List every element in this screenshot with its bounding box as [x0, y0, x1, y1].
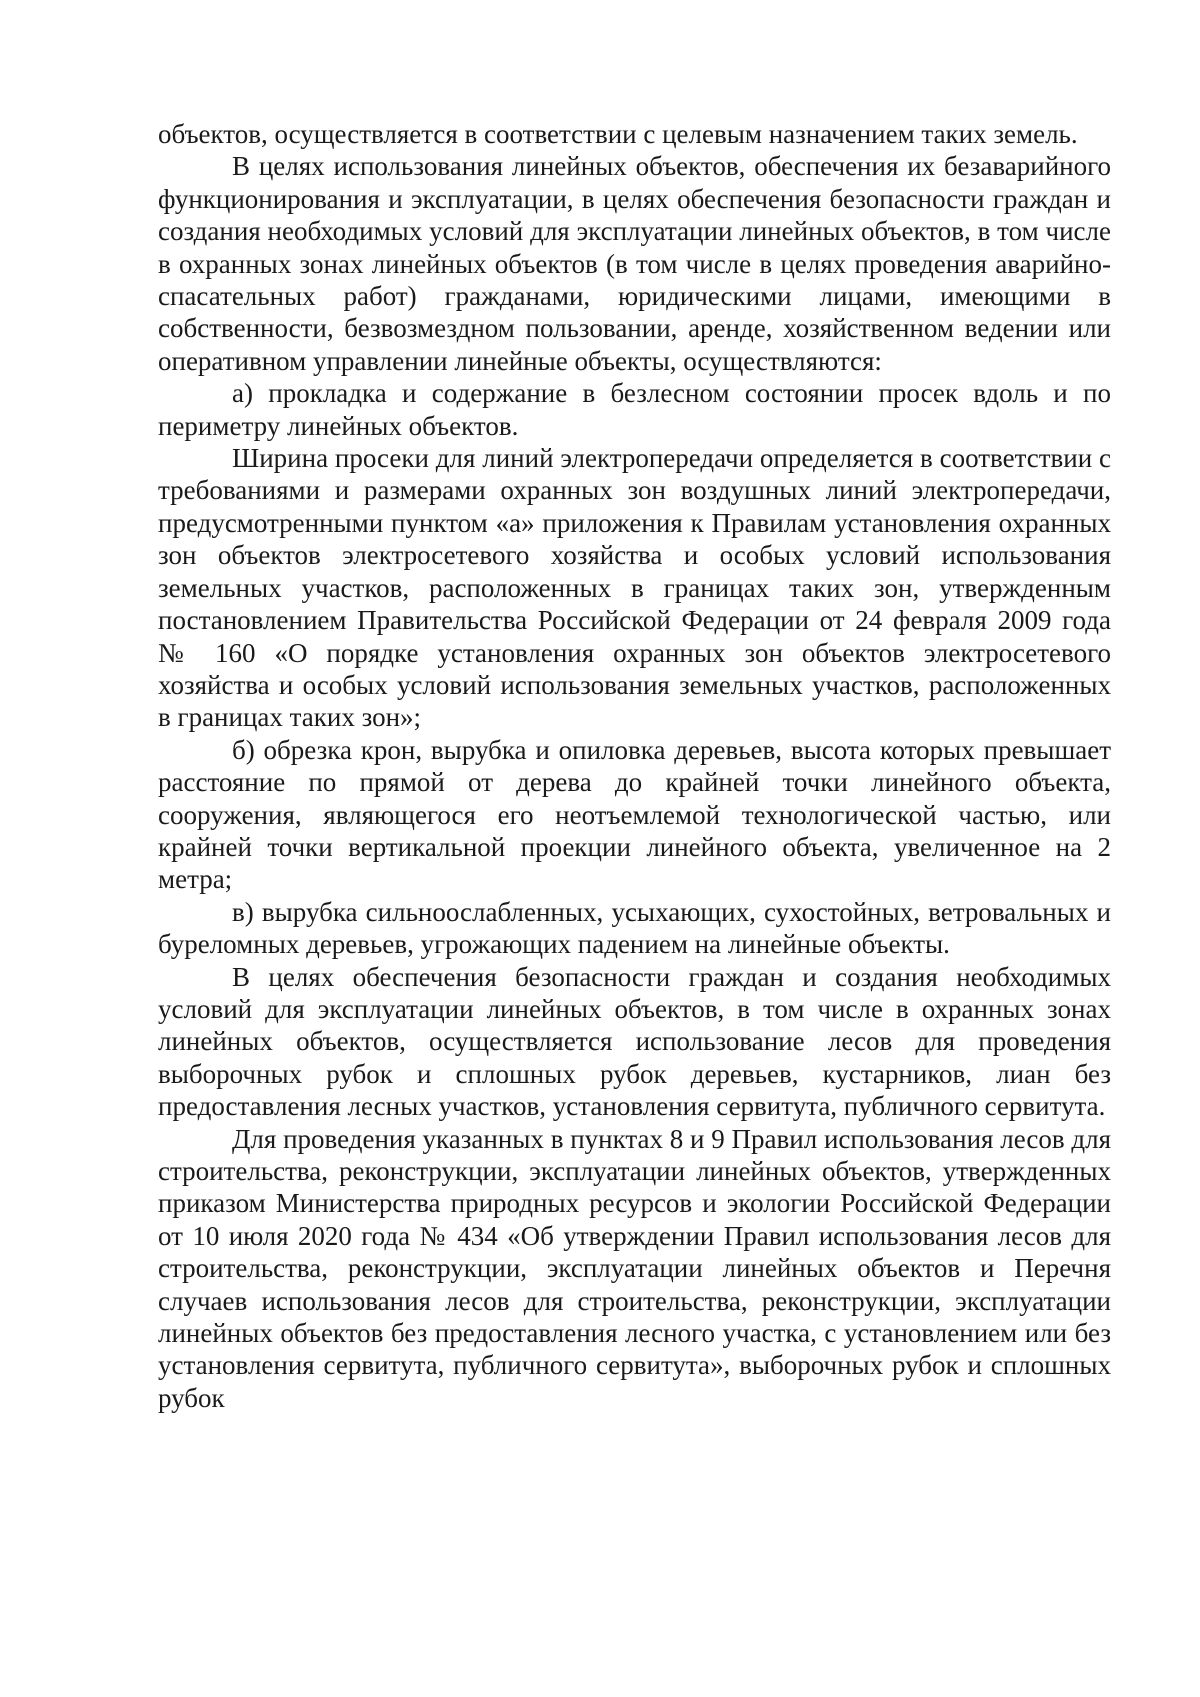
paragraph-land-purpose: объектов, осуществляется в соответствии с целевым назначением таких земель. — [158, 119, 1078, 149]
paragraph-item-b: б) обрезка крон, вырубка и опиловка деревьев, высота которых превышает расстояние по прямой от дерева до крайней точки линейного объекта, сооружения, являющегося его неотъемлемой технологической частью, или крайней точки вертикальной проекции линейного объекта, увеличенное на 2 метра; — [158, 734, 1111, 895]
paragraph-clearing-width: Ширина просеки для линий электропередачи определяется в соответствии с требованиями и размерами охранных зон воздушных линий электропередачи, предусмотренными пунктом «а» приложения к Правилам установления охранных зон объектов электросетевого хозяйства и особых условий использования земельных участков, расположенных в границах таких зон, утвержденным постановлением Правительства Российской Федерации от 24 февраля 2009 года № 160 «О порядке установления охранных зон объектов электросетевого хозяйства и особых условий использования земельных участков, расположенных в границах таких зон»; — [158, 443, 1111, 733]
paragraph-safety-forest-use: В целях обеспечения безопасности граждан и создания необходимых условий для эксплуатации линейных объектов, в том числе в охранных зонах линейных объектов, осуществляется использование лесов для проведения выборочных рубок и сплошных рубок деревьев, кустарников, лиан без предоставления лесных участков, установления сервитута, публичного сервитута. — [158, 961, 1111, 1122]
paragraph-item-v: в) вырубка сильноослабленных, усыхающих, сухостойных, ветровальных и буреломных деревьев, угрожающих падением на линейные объекты. — [158, 896, 1111, 960]
paragraph-linear-objects-purposes: В целях использования линейных объектов, обеспечения их безаварийного функционирования и эксплуатации, в целях обеспечения безопасности граждан и создания необходимых условий для эксплуатации линейных объектов, в том числе в охранных зонах линейных объектов (в том числе в целях проведения аварийно-спасательных работ) гражданами, юридическими лицами, имеющими в собственности, безвозмездном пользовании, аренде, хозяйственном ведении или оперативном управлении линейные объекты, осуществляются: — [158, 151, 1111, 376]
paragraph-item-a: а) прокладка и содержание в безлесном состоянии просек вдоль и по периметру линейных объектов. — [158, 378, 1111, 441]
paragraph-rules-reference: Для проведения указанных в пунктах 8 и 9 Правил использования лесов для строительства, реконструкции, эксплуатации линейных объектов, утвержденных приказом Министерства природных ресурсов и экологии Российской Федерации от 10 июля 2020 года № 434 «Об утверждении Правил использования лесов для строительства, реконструкции, эксплуатации линейных объектов и Перечня случаев использования лесов для строительства, реконструкции, эксплуатации линейных объектов без предоставления лесного участка, с установлением или без установления сервитута, публичного сервитута», выборочных рубок и сплошных рубок — [158, 1123, 1111, 1413]
